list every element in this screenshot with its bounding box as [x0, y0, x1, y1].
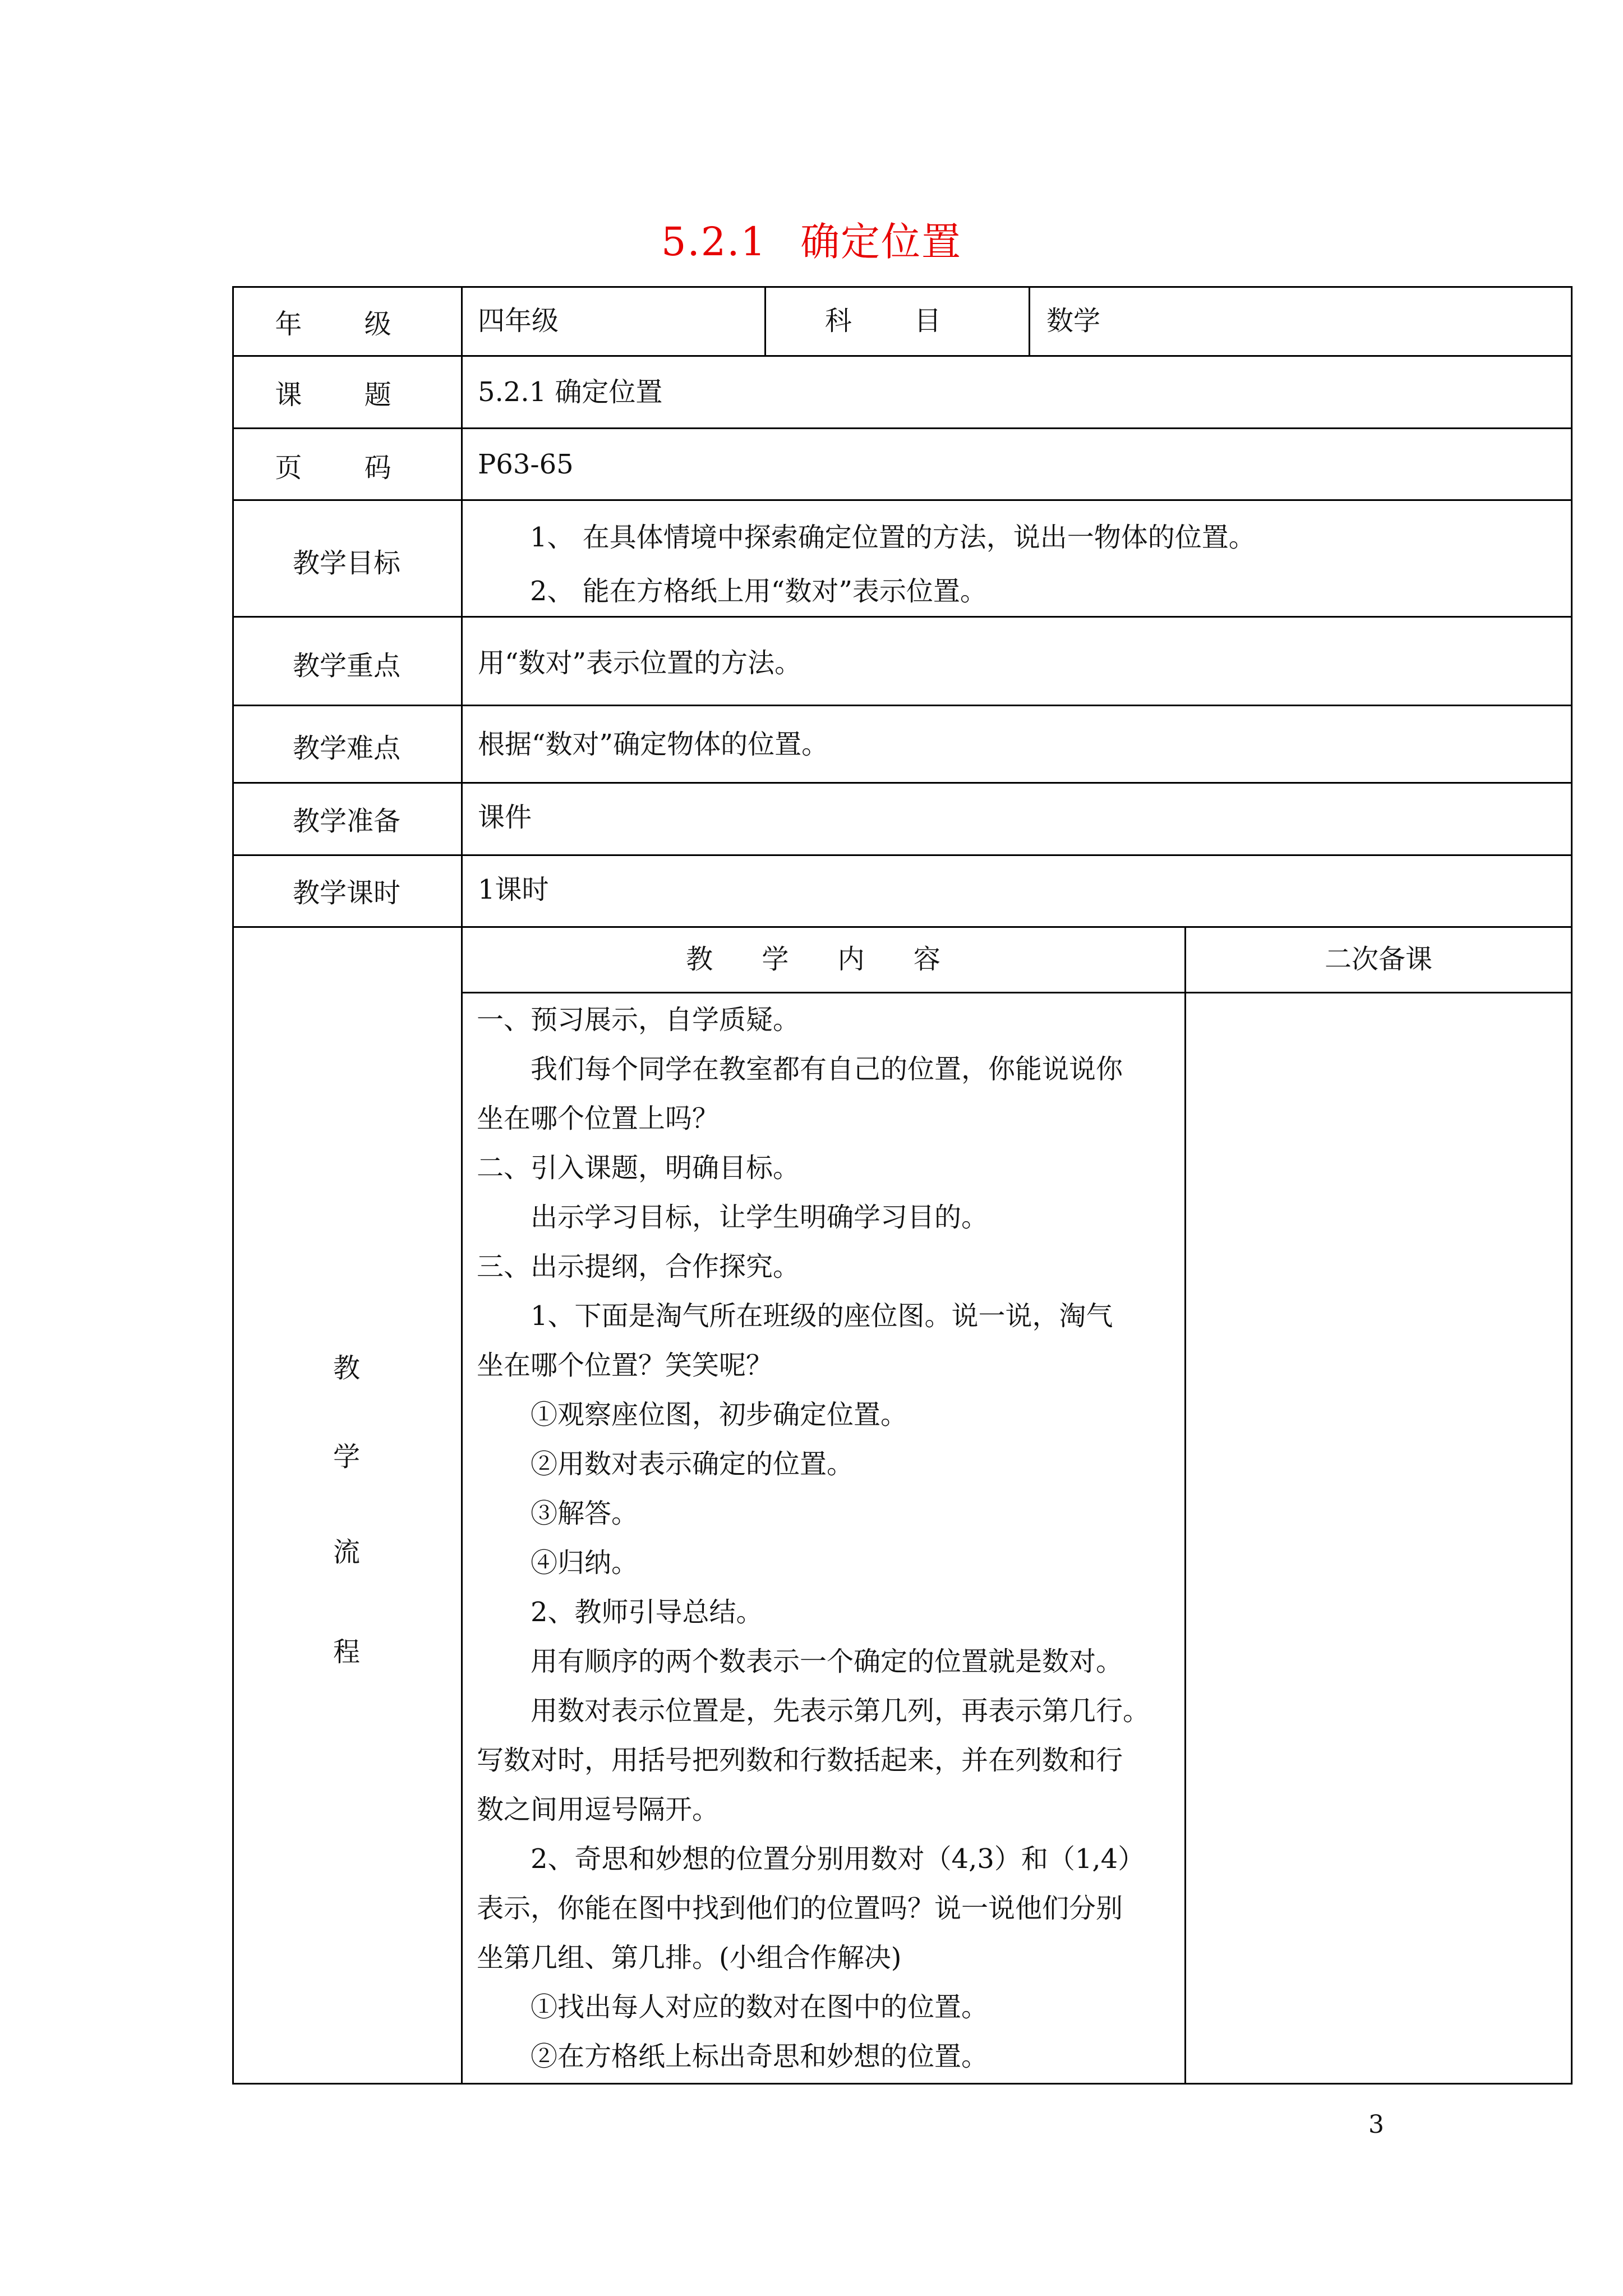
notes-header: 二次备课: [1324, 944, 1432, 975]
grade-value: 四年级: [478, 305, 559, 337]
content-line: 三、出示提纲，合作探究。: [477, 1251, 800, 1282]
grade-label: 年 级: [275, 309, 418, 340]
content-line: 表示，你能在图中找到他们的位置吗？说一说他们分别: [477, 1893, 1123, 1924]
key-point-label: 教学重点: [292, 650, 400, 682]
column-divider: [1029, 286, 1030, 356]
content-line: 二、引入课题，明确目标。: [477, 1152, 800, 1184]
row-divider: [232, 355, 1573, 357]
flow-label-char: 程: [333, 1636, 360, 1668]
content-line: 1、下面是淘气所在班级的座位图。说一说，淘气: [531, 1300, 1113, 1332]
content-line: 2、奇思和妙想的位置分别用数对（4,3）和（1,4）: [531, 1843, 1145, 1875]
goal-item: 1、 在具体情境中探索确定位置的方法，说出一物体的位置。: [530, 522, 1256, 553]
goal-item: 2、 能在方格纸上用“数对”表示位置。: [530, 576, 987, 607]
content-header: 教 学 内 容: [686, 944, 961, 975]
row-divider: [232, 926, 1573, 928]
row-divider: [232, 705, 1573, 706]
page-value: P63-65: [478, 449, 574, 480]
title-text: 确定位置: [800, 219, 962, 265]
row-divider: [462, 992, 1573, 993]
column-divider: [1184, 926, 1186, 2085]
difficulty-value: 根据“数对”确定物体的位置。: [478, 729, 829, 760]
flow-label-char: 学: [333, 1441, 360, 1473]
content-line: 坐第几组、第几排。(小组合作解决): [477, 1942, 902, 1973]
content-line: 用有顺序的两个数表示一个确定的位置就是数对。: [531, 1646, 1123, 1677]
row-divider: [232, 499, 1573, 501]
flow-label-char: 流: [333, 1536, 360, 1568]
preparation-value: 课件: [478, 802, 532, 833]
content-line: ①观察座位图，初步确定位置。: [531, 1399, 908, 1430]
flow-label-char: 教: [333, 1352, 360, 1384]
content-line: ③解答。: [531, 1498, 639, 1529]
column-divider: [461, 286, 463, 2085]
subject-value: 数学: [1046, 305, 1101, 337]
preparation-label: 教学准备: [292, 806, 400, 837]
content-line: 数之间用逗号隔开。: [477, 1794, 720, 1825]
lesson-content: [477, 995, 1172, 2081]
content-line: 写数对时，用括号把列数和行数括起来，并在列数和行: [477, 1745, 1123, 1776]
key-point-value: 用“数对”表示位置的方法。: [478, 647, 802, 679]
content-line: 2、教师引导总结。: [531, 1596, 763, 1628]
content-line: 坐在哪个位置上吗？: [477, 1103, 720, 1134]
page-number: 3: [1368, 2110, 1384, 2139]
document-title: [0, 210, 1623, 267]
content-line: ①找出每人对应的数对在图中的位置。: [531, 1991, 989, 2023]
page-label: 页 码: [275, 452, 418, 484]
content-line: ②用数对表示确定的位置。: [531, 1448, 854, 1480]
content-line: 出示学习目标，让学生明确学习目的。: [531, 1202, 989, 1233]
content-line: ④归纳。: [531, 1547, 639, 1579]
difficulty-label: 教学难点: [292, 733, 400, 764]
row-divider: [232, 427, 1573, 429]
content-line: 一、预习展示，自学质疑。: [477, 1004, 800, 1036]
row-divider: [232, 854, 1573, 856]
content-line: ②在方格纸上标出奇思和妙想的位置。: [531, 2041, 989, 2072]
row-divider: [232, 782, 1573, 784]
topic-value: 5.2.1 确定位置: [478, 376, 663, 408]
title-number: 5.2.1: [661, 219, 767, 265]
hours-value: 1课时: [478, 874, 549, 905]
subject-label: 科 目: [824, 305, 969, 337]
hours-label: 教学课时: [292, 877, 400, 909]
row-divider: [232, 616, 1573, 618]
content-line: 我们每个同学在教室都有自己的位置，你能说说你: [531, 1053, 1123, 1085]
topic-label: 课 题: [275, 379, 418, 411]
content-line: 坐在哪个位置？笑笑呢？: [477, 1350, 773, 1381]
content-line: 用数对表示位置是，先表示第几列，再表示第几行。: [531, 1695, 1150, 1727]
goals-label: 教学目标: [292, 547, 400, 579]
